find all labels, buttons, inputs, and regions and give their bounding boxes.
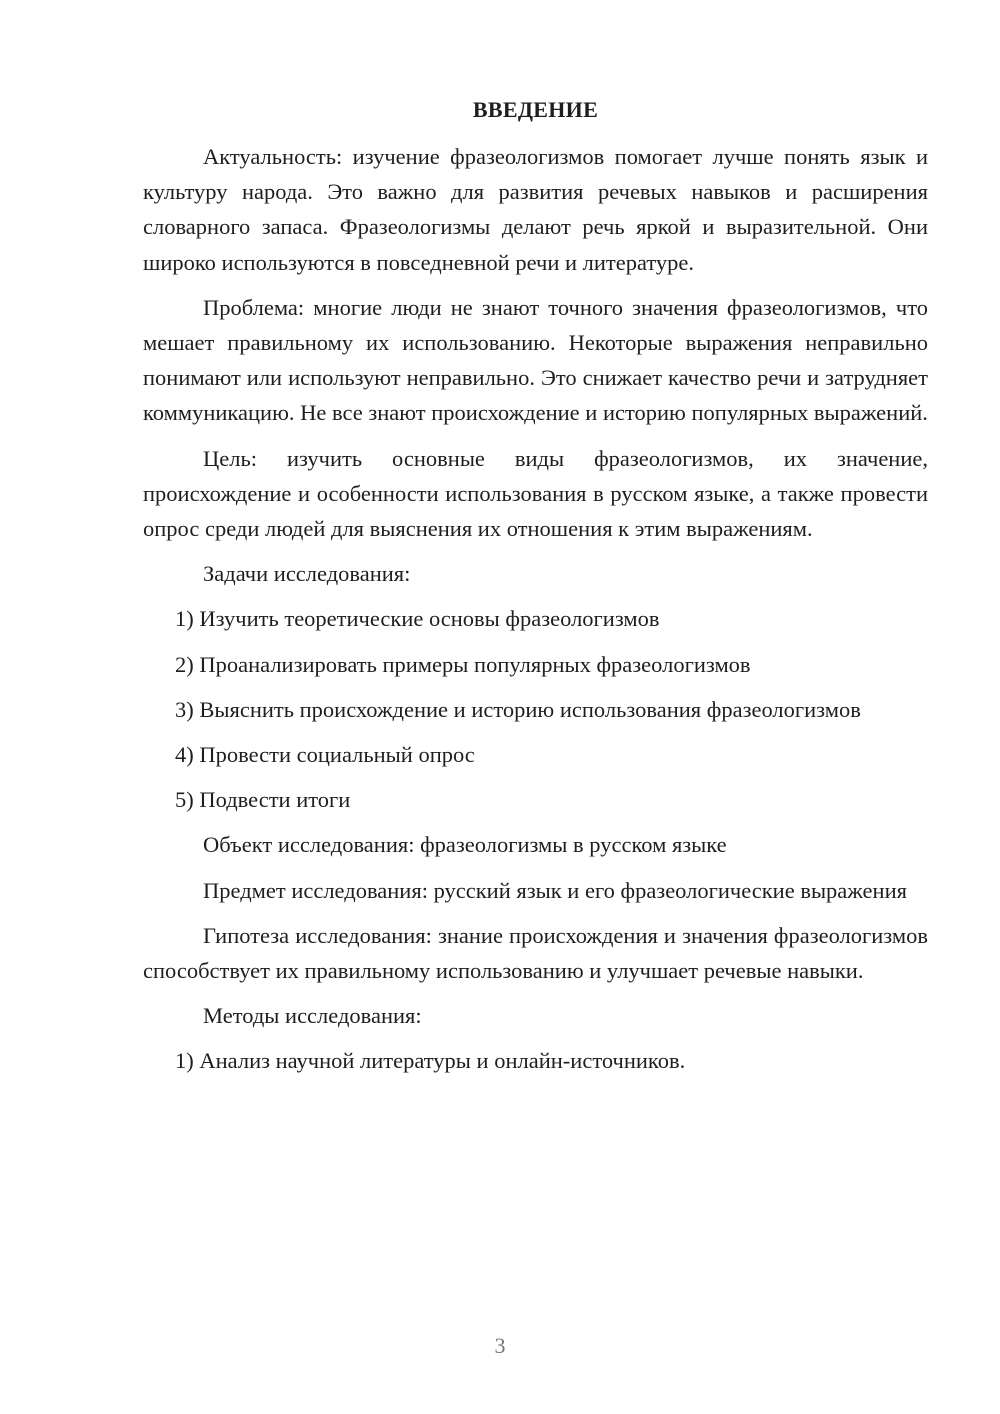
subject-paragraph: Предмет исследования: русский язык и его фразеологические выражения	[203, 877, 907, 903]
task-item: 2) Проанализировать примеры популярных фразеологизмов	[175, 651, 751, 677]
task-item: 1) Изучить теоретические основы фразеологизмов	[175, 606, 660, 632]
methods-title: Методы исследования:	[203, 1003, 422, 1029]
relevance-paragraph: Актуальность: изучение фразеологизмов помогает лучше понять язык и культуру народа. Это важно для развития речевых навыков и расширения словарного запаса. Фразеологизмы делают речь яркой и выразительной. Они широко используются в повседневной речи и литературе.	[143, 144, 928, 275]
problem-paragraph: Проблема: многие люди не знают точного значения фразеологизмов, что мешает правильному их использованию. Некоторые выражения неправильно понимают или используют неправильно. Это снижает качество речи и затрудняет коммуникацию. Не все знают происхождение и историю популярных выражений.	[143, 294, 928, 426]
page-number: 3	[494, 1333, 506, 1358]
hypothesis-paragraph: Гипотеза исследования: знание происхождения и значения фразеологизмов способствует их правильному использованию и улучшает речевые навыки.	[143, 922, 928, 984]
task-item: 3) Выяснить происхождение и историю использования фразеологизмов	[175, 696, 861, 722]
section-heading: ВВЕДЕНИЕ	[472, 97, 599, 122]
goal-paragraph: Цель: изучить основные виды фразеологизмов, их значение, происхождение и особенности использования в русском языке, а также провести опрос среди людей для выяснения их отношения к этим выражениям.	[143, 445, 928, 542]
object-paragraph: Объект исследования: фразеологизмы в русском языке	[203, 832, 727, 858]
method-item: 1) Анализ научной литературы и онлайн-источников.	[175, 1048, 686, 1074]
task-item: 5) Подвести итоги	[175, 787, 351, 813]
task-item: 4) Провести социальный опрос	[175, 742, 475, 768]
tasks-title: Задачи исследования:	[203, 561, 411, 587]
